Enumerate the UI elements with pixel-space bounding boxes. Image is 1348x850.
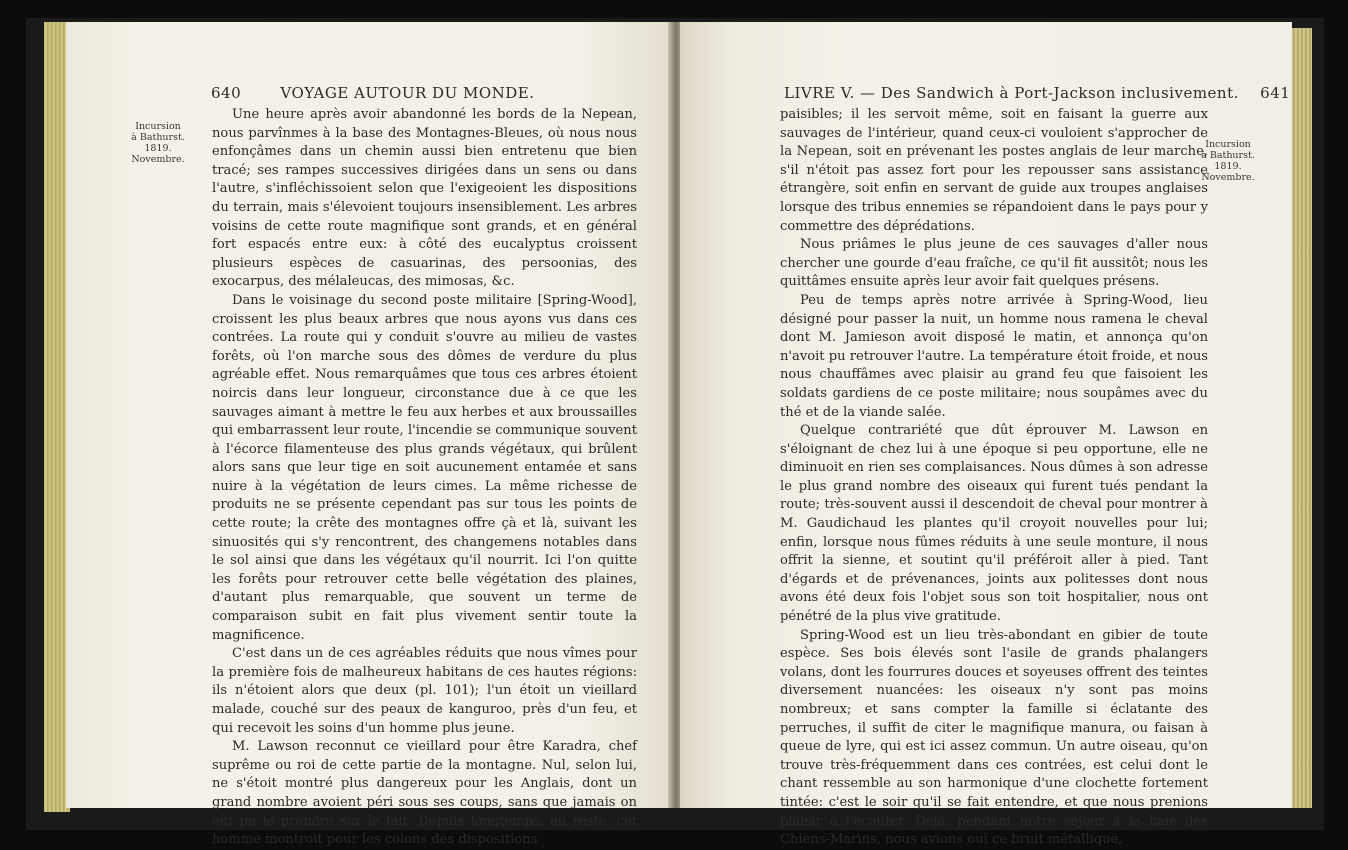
margin-note-line: Incursion: [1205, 139, 1251, 150]
left-body-text: [212, 106, 637, 850]
paragraph: Nous priâmes le plus jeune de ces sauvages d'aller nous chercher une gourde d'eau fraîche, ce qu'il fit aussitôt; nous les quittâmes ensuite après leur avoir fait quelques présens.: [780, 237, 1208, 290]
left-title: VOYAGE AUTOUR DU MONDE.: [280, 84, 535, 102]
paragraph: Spring-Wood est un lieu très-abondant en gibier de toute espèce. Ses bois élevés sont l'asile de grands phalangers volans, dont les fourrures douces et soyeuses offrent des teintes diversement nuancées: les oiseaux n'y sont pas moins nombreux; et sans compter la famille si éclatante des perruches, il suffit de citer le magnifique manura, ou faisan à queue de lyre, qui est ici assez commun. Un autre oiseau, qu'on trouve très-fréquemment dans ces contrées, est celui dont le chant ressemble au son harmonique d'une clochette fortement tintée: c'est le soir qu'il se fait entendre, et que nous prenions plaisir à l'écouter. Déjà, pendant notre séjour à la baie des Chiens-Marins, nous avions ouï ce bruit métallique,: [780, 627, 1208, 848]
paragraph: Dans le voisinage du second poste militaire [Spring-Wood], croissent les plus beaux arbres que nous ayons vus dans ces contrées. La route qui y conduit s'ouvre au milieu de vastes forêts, où l'on marche sous des dômes de verdure du plus agréable effet. Nous remarquâmes que tous ces arbres étoient noircis dans leur longueur, circonstance due à ce que les sauvages aimant à mettre le feu aux herbes et aux broussailles qui embarrassent leur route, l'incendie se communique souvent à l'écorce filamenteuse des plus grands végétaux, qui brûlent alors sans que leur tige en soit aucunement entamée et sans nuire à la végétation de leurs cimes. La même richesse de produits ne se présente cependant pas sur tous les points de cette route; la crête des montagnes offre çà et là, suivant les sinuosités qui s'y rencontrent, des changemens notables dans le sol ainsi que dans les végétaux qu'il nourrit. Ici l'on quitte les forêts pour retrouver cette belle végétation des plaines, d'autant plus remarquable, que souvent un terme de comparaison subit en fait plus vivement sentir toute la magnificence.: [212, 292, 637, 643]
left-page-number: 640: [211, 84, 242, 102]
right-page-edges: [1290, 28, 1312, 808]
paragraph: Quelque contrariété que dût éprouver M. Lawson en s'éloignant de chez lui à une époque si peu opportune, elle ne diminuoit en rien ses complaisances. Nous dûmes à son adresse le plus grand nombre des oiseaux qui furent tués pendant la route; très-souvent aussi il descendoit de cheval pour montrer à M. Gaudichaud les plantes qu'il croyoit nouvelles pour lui; enfin, lorsque nous fûmes réduits à une seule monture, il nous offrit la sienne, et soutint qu'il préféroit aller à pied. Tant d'égards et de prévenances, joints aux politesses dont nous avons été deux fois l'objet sous son toit hospitalier, nous ont pénétré de la plus vive gratitude.: [780, 423, 1208, 625]
margin-note-line: à Bathurst.: [1201, 150, 1255, 161]
right-running-head: [784, 84, 1290, 102]
right-title: LIVRE V. — Des Sandwich à Port-Jackson inclusivement.: [784, 84, 1239, 102]
margin-note-line: Novembre.: [1201, 172, 1255, 183]
paragraph: paisibles; il les servoit même, soit en faisant la guerre aux sauvages de l'intérieur, quand ceux-ci vouloient s'approcher de la Nepean, soit en prévenant les postes anglais de leur marche, s'il n'étoit pas assez fort pour les repousser sans assistance étrangère, soit enfin en servant de guide aux troupes anglaises lorsque des tribus ennemies se répandoient dans le pays pour y commettre des déprédations.: [780, 107, 1208, 234]
paragraph: Une heure après avoir abandonné les bords de la Nepean, nous parvînmes à la base des Montagnes-Bleues, où nous nous enfonçâmes dans un chemin aussi bien entretenu que bien tracé; ses rampes successives dirigées dans un sens ou dans l'autre, s'infléchissoient selon que l'exigeoient les dispositions du terrain, mais s'élevoient toujours insensiblement. Les arbres voisins de cette route magnifique sont grands, et en général fort espacés entre eux: à côté des eucalyptus croissent plusieurs espèces de casuarinas, des persoonias, des exocarpus, des mélaleucas, des mimosas, &c.: [212, 107, 637, 290]
right-page-number: 641: [1260, 84, 1291, 102]
right-page: [680, 22, 1292, 848]
right-body-text: [780, 106, 1208, 850]
margin-note-line: Novembre.: [131, 154, 185, 165]
left-page: [66, 22, 672, 848]
paragraph: Peu de temps après notre arrivée à Spring-Wood, lieu désigné pour passer la nuit, un homme nous ramena le cheval dont M. Jamieson avoit disposé le matin, et annonça qu'on n'avoit pu retrouver l'autre. La température étoit froide, et nous nous chauffâmes avec plaisir au grand feu que faisoient les soldats gardiens de ce poste militaire; nous soupâmes avec du thé et de la viande salée.: [780, 292, 1208, 420]
paragraph: C'est dans un de ces agréables réduits que nous vîmes pour la première fois de malheureux habitans de ces hautes régions: ils n'étoient alors que deux (pl. 101); l'un étoit un vieillard malade, couché sur des peaux de kanguroo, près d'un feu, et qui recevoit les soins d'un homme plus jeune.: [212, 646, 637, 736]
margin-note-line: 1819.: [144, 143, 172, 154]
margin-note-line: à Bathurst.: [131, 132, 185, 143]
margin-note-line: 1819.: [1214, 161, 1242, 172]
left-margin-note: [128, 121, 188, 165]
left-running-head: [211, 84, 535, 102]
paragraph: M. Lawson reconnut ce vieillard pour être Karadra, chef suprême ou roi de cette partie de la montagne. Nul, selon lui, ne s'étoit montré plus dangereux pour les Anglais, dont un grand nombre avoient péri sous ses coups, sans que jamais on eût pu le prendre sur le fait. Depuis longtemps, au reste, cet homme montroit pour les colons des dispositions: [212, 739, 637, 848]
margin-note-line: Incursion: [135, 121, 181, 132]
